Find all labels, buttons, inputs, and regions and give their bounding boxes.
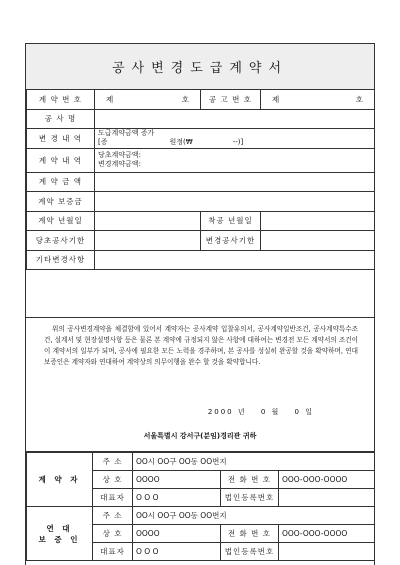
date-month: 0 월 (260, 408, 281, 416)
guarantor-phone[interactable]: OOO-OOO-OOOO (279, 525, 375, 543)
contractor-company[interactable]: OOOO (133, 471, 221, 489)
contract-date-field[interactable] (95, 211, 201, 231)
project-name-field[interactable] (95, 109, 375, 129)
agreement-text: 위의 공사변경계약을 체결함에 있어서 계약자는 공사계약 입찰유의서, 공사계약일반조건, 공사계약특수조건, 설계서 및 현장설명사항 등은 물론 본 계약에 규정되지 않은 사항에 대하여는 변경전 모든 계약서의 조건이 이 계약서의 일부가 되며, 공사에 필요한 모든 노력을 경주하며, 본 공사를 성실히 완공할 것을 확약하며, 연대보증인은 계약자와 연대하여 계약상의 의무이행을 완수 할 것을 확약합니다. (44, 325, 358, 366)
start-date-label: 착공 년월일 (201, 211, 261, 231)
form-title: 공사변경도급계약서 (26, 44, 374, 90)
contractor-reg[interactable] (279, 489, 375, 507)
contractor-rep[interactable]: O O O (133, 489, 221, 507)
contractor-company-label: 상 호 (93, 471, 133, 489)
orig-deadline-field[interactable] (95, 231, 201, 251)
guarantor-company[interactable]: OOOO (133, 525, 221, 543)
contract-date-label: 계약 년월일 (27, 211, 95, 231)
guarantor-rep[interactable]: O O O (133, 543, 221, 561)
contractor-phone-label: 전 화 번 호 (221, 471, 279, 489)
guarantor-label-1: 연 대 (46, 523, 73, 533)
contract-no-suffix: 호 (181, 94, 189, 104)
party-table (26, 452, 375, 561)
guarantor-phone-label: 전 화 번 호 (221, 525, 279, 543)
contractor-reg-label: 법인등록번호 (221, 489, 279, 507)
contractor-addr-label: 주 소 (93, 453, 133, 471)
contractor-phone[interactable]: OOO-OOO-OOOO (279, 471, 375, 489)
notice-no-prefix: 제 (272, 94, 280, 104)
notice-no-suffix: 호 (355, 94, 363, 104)
contract-date (198, 407, 314, 417)
changed-amount-label: 변경계약금액: (98, 160, 141, 168)
contract-details-label: 계 약 내 역 (27, 148, 95, 172)
other-changes-field[interactable] (95, 250, 375, 270)
contract-details-field[interactable] (95, 148, 375, 172)
guarantor-company-label: 상 호 (93, 525, 133, 543)
orig-amount-label: 당초계약금액: (98, 151, 141, 159)
guarantor-reg-label: 법인등록번호 (221, 543, 279, 561)
contract-no-field[interactable] (95, 90, 201, 110)
date-year: 2000 년 (207, 408, 247, 416)
change-line-2b: 원정(₩ (169, 138, 193, 147)
guarantor-reg[interactable] (279, 543, 375, 561)
change-line-2 (98, 138, 371, 147)
contractor-addr[interactable]: OO시 OO구 OO동 OO번지 (133, 453, 375, 471)
contract-amount-field[interactable] (95, 172, 375, 192)
changed-deadline-label: 변경공사기한 (201, 231, 261, 251)
contract-form (25, 43, 375, 565)
change-line-1: 도급계약금액 증가 (98, 129, 155, 138)
guarantor-addr-label: 주 소 (93, 507, 133, 525)
date-day: 0 일 (294, 408, 314, 416)
contractor-label: 계 약 자 (27, 453, 93, 507)
change-details-field[interactable] (95, 129, 375, 149)
guarantor-addr[interactable]: OO시 OO구 OO동 OO번지 (133, 507, 375, 525)
agreement-section (26, 317, 374, 452)
guarantor-label (27, 507, 93, 561)
deposit-field[interactable] (95, 192, 375, 212)
contract-info-table (26, 89, 375, 270)
changed-deadline-field[interactable] (261, 231, 375, 251)
change-line-2c: --)] (232, 138, 244, 147)
contract-no-prefix: 제 (106, 94, 114, 104)
notice-no-label: 공 고 번 호 (201, 90, 261, 110)
deposit-label: 계약 보증금 (27, 192, 95, 212)
project-name-label: 공 사 명 (27, 109, 95, 129)
change-details-label: 변 경 내 역 (27, 129, 95, 149)
guarantor-label-2: 보 증 인 (38, 534, 81, 544)
change-line-2a: [증 (98, 138, 108, 147)
other-changes-label: 기타변경사항 (27, 250, 95, 270)
orig-deadline-label: 당초공사기한 (27, 231, 95, 251)
start-date-field[interactable] (261, 211, 375, 231)
contract-amount-label: 계 약 금 액 (27, 172, 95, 192)
contract-no-label: 계 약 번 호 (27, 90, 95, 110)
addressee: 서울특별시 강서구(분임)경리관 귀하 (143, 432, 257, 440)
guarantor-rep-label: 대표자 (93, 543, 133, 561)
contractor-rep-label: 대표자 (93, 489, 133, 507)
notice-no-field[interactable] (261, 90, 375, 110)
